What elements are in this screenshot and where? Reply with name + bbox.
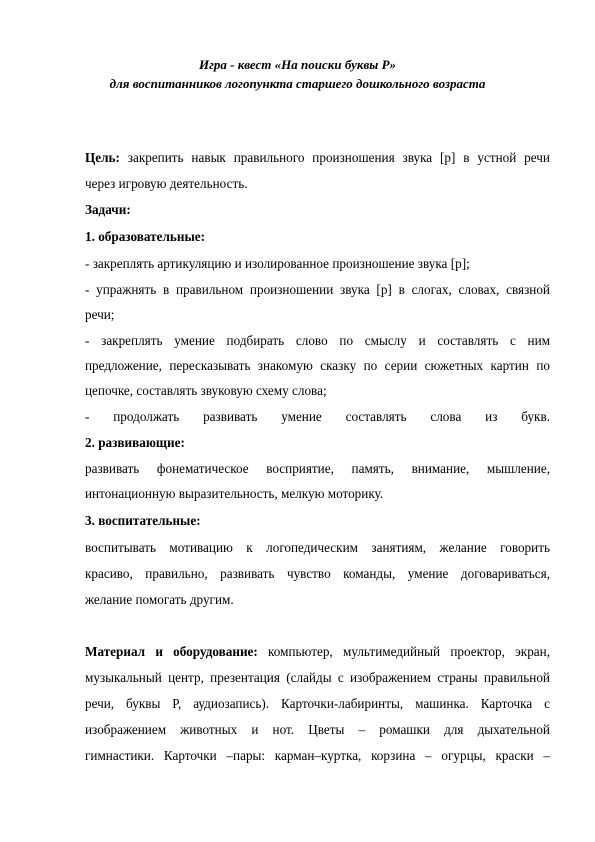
document-subtitle: для воспитанников логопункта старшего дошкольного возраста bbox=[109, 76, 486, 91]
materials-line: изображением животных и нот. Цветы – ромашки для дыхательной bbox=[85, 722, 550, 737]
goal-line-1 bbox=[85, 150, 550, 166]
goal-label: Цель: bbox=[85, 150, 120, 165]
educational-line: речи; bbox=[85, 307, 115, 322]
upbringing-line: красиво, правильно, развивать чувство команды, умение договариваться, bbox=[85, 566, 550, 581]
developing-line: развивать фонематическое восприятие, память, внимание, мышление, bbox=[85, 461, 550, 476]
educational-line: - закреплять артикуляцию и изолированное произношение звука [р]; bbox=[85, 256, 470, 271]
educational-heading: 1. образовательные: bbox=[85, 229, 206, 244]
materials-line: гимнастики. Карточки –пары: карман–куртка, корзина – огурцы, краски – bbox=[85, 748, 550, 763]
educational-line: предложение, пересказывать знакомую сказку по серии сюжетных картин по bbox=[85, 358, 550, 373]
educational-line: - упражнять в правильном произношении звука [р] в слогах, словах, связной bbox=[85, 282, 550, 297]
developing-line: интонационную выразительность, мелкую моторику. bbox=[85, 486, 384, 501]
goal-text: закрепить навык правильного произношения звука [р] в устной речи bbox=[127, 150, 550, 165]
educational-line: цепочке, составлять звуковую схему слова; bbox=[85, 383, 327, 398]
document-title: Игра - квест «На поиски буквы Р» bbox=[198, 57, 397, 72]
goal-line-2: через игровую деятельность. bbox=[85, 176, 248, 191]
materials-text: компьютер, мультимедийный проектор, экран, bbox=[268, 644, 550, 659]
materials-line-1 bbox=[85, 644, 550, 660]
developing-heading: 2. развивающие: bbox=[85, 435, 185, 450]
tasks-heading: Задачи: bbox=[85, 202, 131, 217]
materials-label: Материал и оборудование: bbox=[85, 644, 258, 659]
materials-line: музыкальный центр, презентация (слайды с изображением страны правильной bbox=[85, 670, 550, 685]
upbringing-line: желание помогать другим. bbox=[85, 592, 234, 607]
upbringing-heading: 3. воспитательные: bbox=[85, 513, 201, 528]
educational-line: - закреплять умение подбирать слово по смыслу и составлять с ним bbox=[85, 333, 550, 348]
educational-line: - продолжать развивать умение составлять слова из букв. bbox=[85, 409, 550, 424]
materials-line: речи, буквы Р, аудиозапись). Карточки-лабиринты, машинка. Карточка с bbox=[85, 696, 550, 711]
upbringing-line: воспитывать мотивацию к логопедическим занятиям, желание говорить bbox=[85, 540, 550, 555]
